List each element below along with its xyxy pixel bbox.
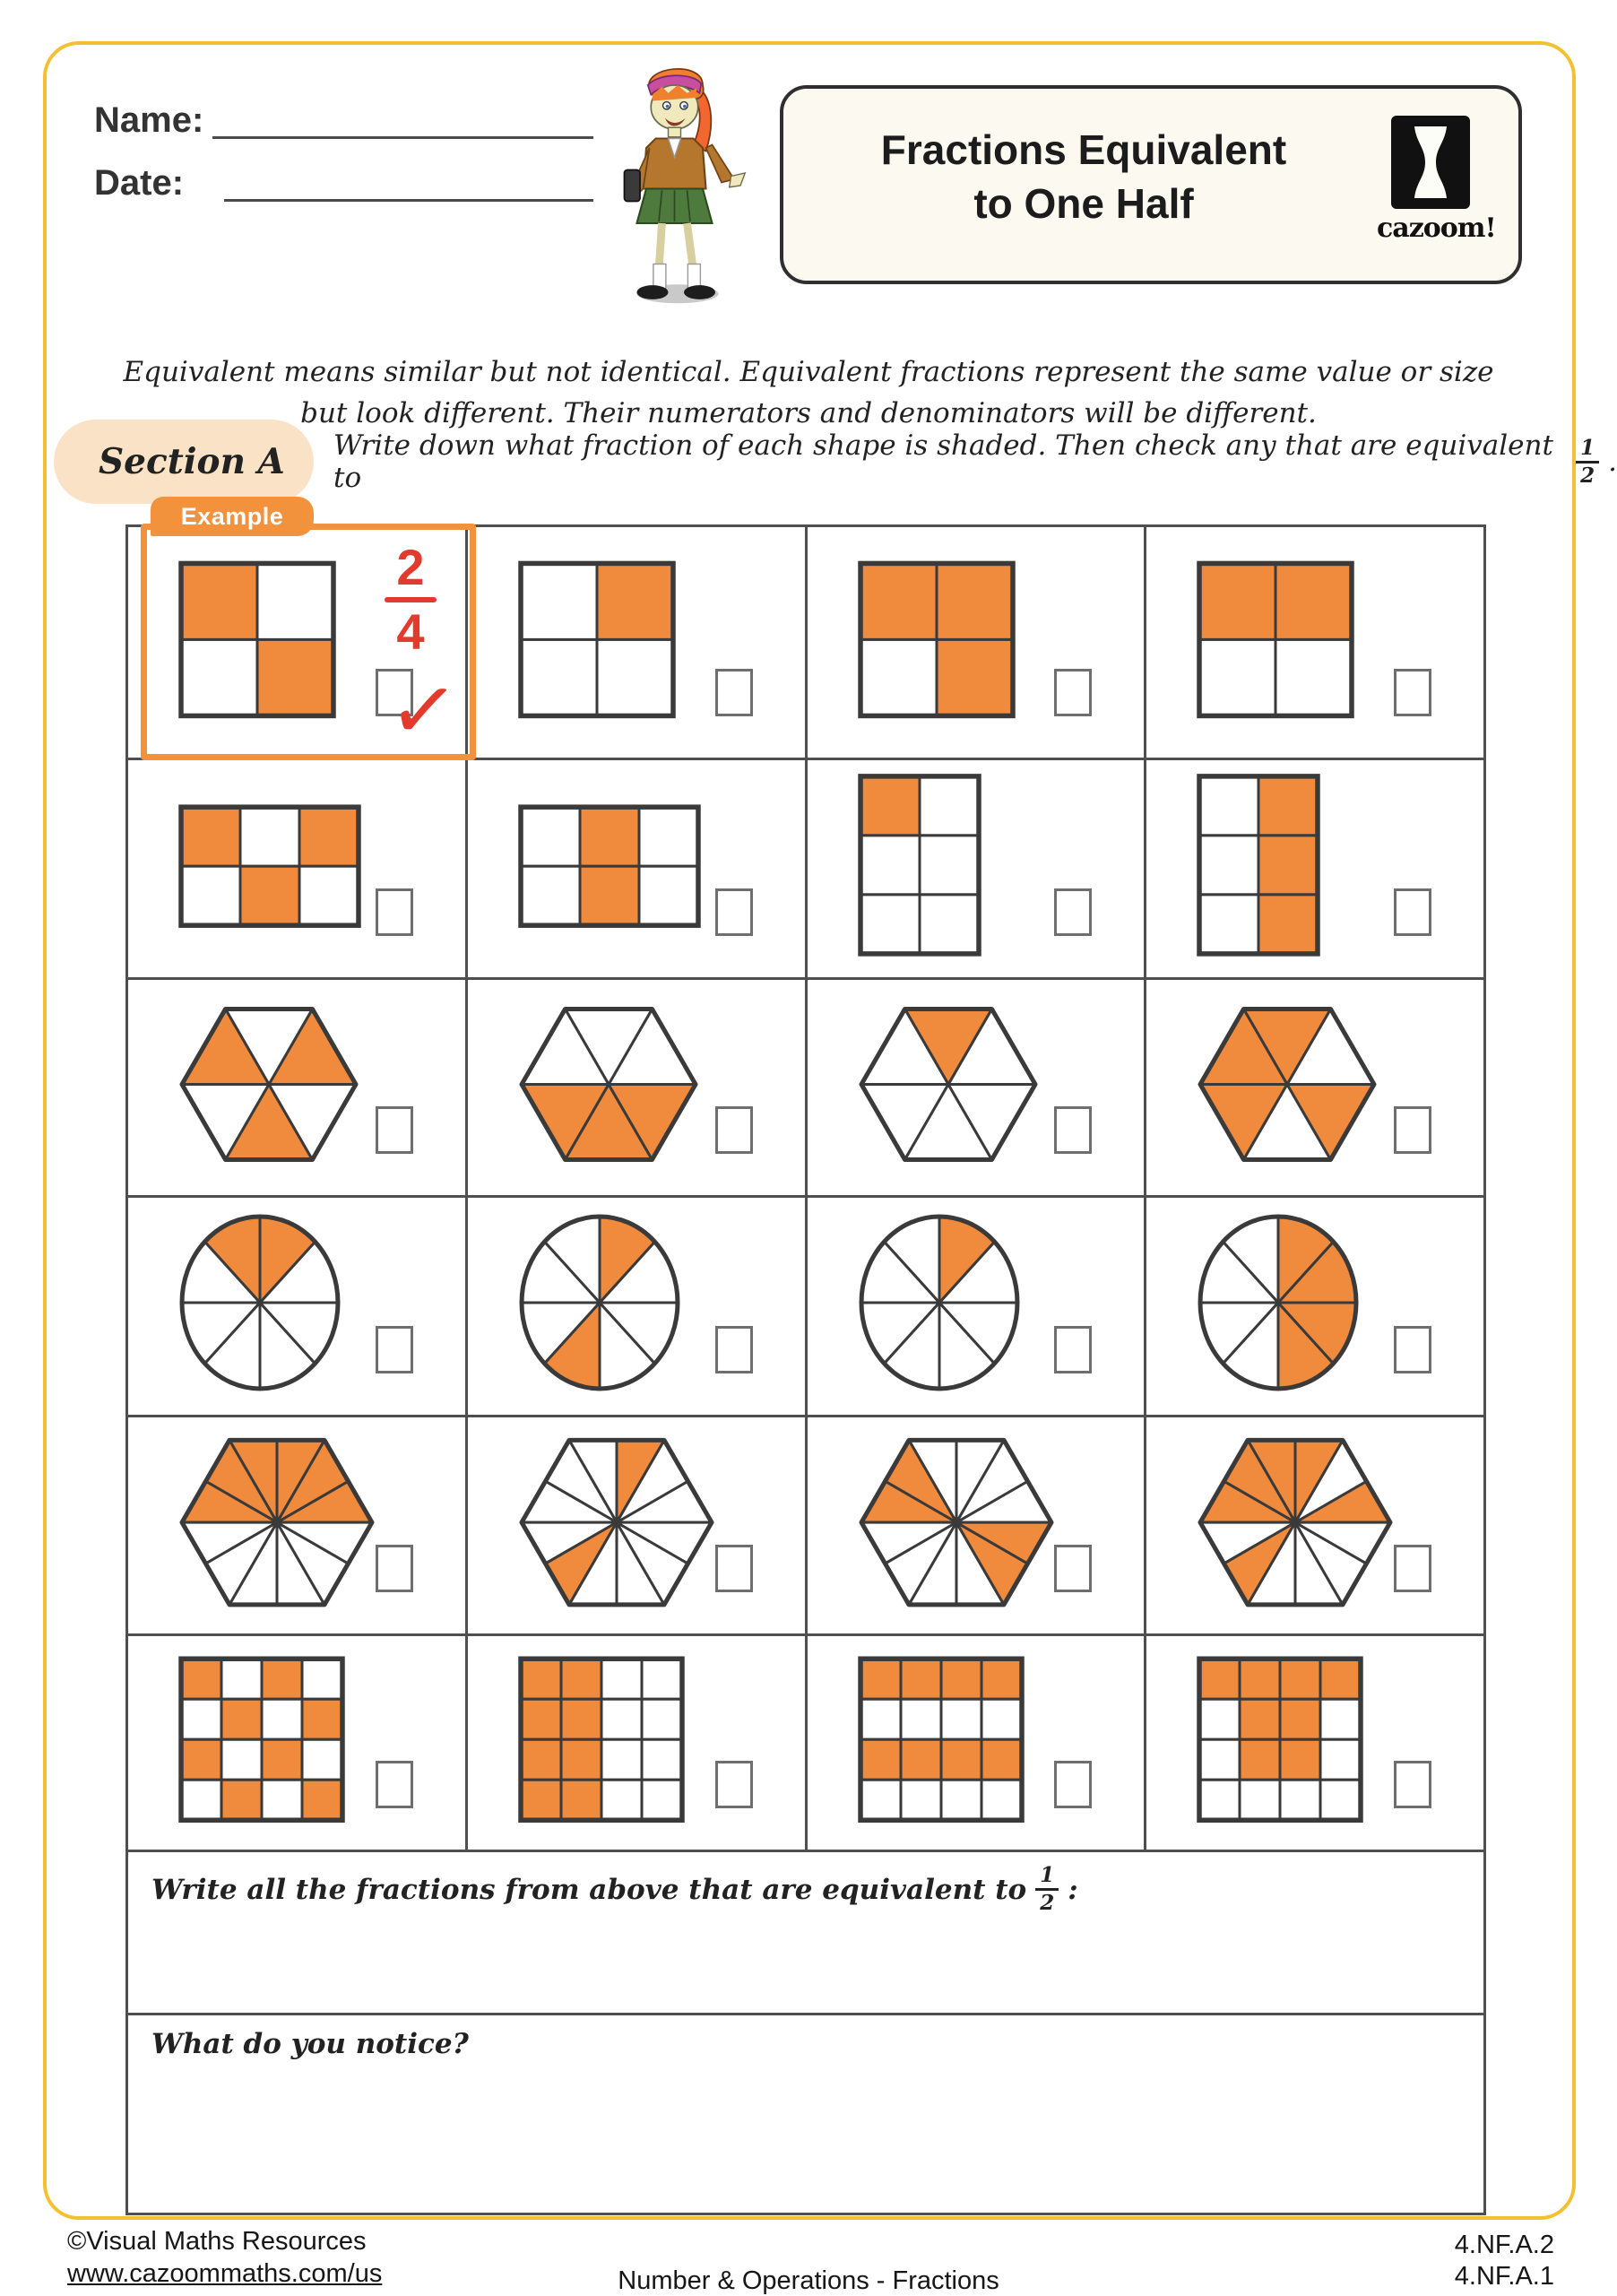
fraction-table [125,502,1486,2215]
footer-topic: Number & Operations - Fractions [618,2266,999,2295]
fraction-cell-r6c3 [808,1636,1147,1850]
intro-line1: Equivalent means similar but not identical. Equivalent fractions represent the same value or size [123,356,1494,388]
fraction-cell-r5c4 [1146,1417,1483,1633]
fraction-cell-r2c1 [128,760,468,977]
intro-line2: but look different. Their numerators and denominators will be different. [300,397,1317,429]
shaded-hexagon-shape [857,1435,1056,1609]
shaded-grid-shape [857,1655,1025,1824]
fraction-cell-r4c4 [1146,1198,1483,1415]
example-tab [151,497,314,536]
shaded-circle-shape [857,1212,1022,1393]
shaded-hexagon-shape [1196,1435,1395,1609]
date-label: Date: [94,163,185,203]
notice-prompt: What do you notice? [151,2028,469,2060]
shaded-grid-shape [857,773,982,957]
answer-checkbox[interactable] [376,1761,413,1808]
answer-checkbox[interactable] [1394,1761,1431,1808]
fraction-row-3 [128,980,1483,1198]
answer-checkbox[interactable] [1394,1326,1431,1373]
footer-copyright: ©Visual Maths Resources [67,2227,367,2256]
one-half-fraction: $\frac{1}{2}$ [1035,1865,1059,1914]
shaded-grid-shape [177,1655,346,1824]
title-line2: to One Half [973,180,1194,227]
example-answer-fraction [375,540,446,660]
fraction-cell-r5c1 [128,1417,468,1633]
section-a-pill [54,420,314,504]
shaded-grid-shape [517,803,702,929]
answer-checkbox[interactable] [715,1761,753,1808]
fraction-cell-r5c3 [808,1417,1147,1633]
fraction-cell-r2c2 [468,760,808,977]
answer-checkbox[interactable] [715,1106,753,1154]
shaded-grid-shape [1196,773,1321,957]
answer-checkbox[interactable] [715,1326,753,1373]
answer-checkbox[interactable] [376,888,413,936]
example-numerator: 2 [396,539,425,595]
example-denominator: 4 [396,603,425,660]
one-half-fraction: $\frac{1}{2}$ [1576,438,1599,487]
fraction-cell-r2c3 [808,760,1147,977]
answer-checkbox[interactable] [1054,1326,1092,1373]
section-a-instruction [333,420,1617,504]
fraction-cell-r3c1 [128,980,468,1195]
shaded-grid-shape [1196,559,1355,719]
write-equivalent-fractions-area[interactable] [128,1852,1483,2015]
shaded-hexagon-shape [1196,1004,1379,1164]
what-do-you-notice-area[interactable] [128,2015,1483,2213]
fraction-cell-r4c3 [808,1198,1147,1415]
fraction-cell-r3c2 [468,980,808,1195]
cazoom-logo-text: cazoom! [1377,212,1496,244]
shaded-hexagon-shape [517,1435,716,1609]
fraction-cell-r1c3 [808,527,1147,758]
fraction-row-6 [128,1636,1483,1852]
name-line[interactable] [212,136,593,139]
fraction-cell-r1c4 [1146,527,1483,758]
fraction-row-2 [128,760,1483,980]
fraction-cell-r6c4 [1146,1636,1483,1850]
answer-checkbox[interactable] [1394,888,1431,936]
answer-checkbox[interactable] [1394,1545,1431,1592]
date-line[interactable] [224,199,593,202]
section-instruction-text: Write down what fraction of each shape is shaded. Then check any that are equivalent to [333,429,1553,494]
answer-checkbox[interactable] [1394,1106,1431,1154]
fraction-cell-r4c1 [128,1198,468,1415]
answer-checkbox[interactable] [715,669,753,716]
answer-checkbox[interactable] [376,1545,413,1592]
fraction-cell-r3c3 [808,980,1147,1195]
shaded-grid-shape [517,559,677,719]
fraction-cell-r1c1 [128,502,468,760]
shaded-hexagon-shape [177,1004,360,1164]
fraction-cell-r6c2 [468,1636,808,1850]
answer-checkbox[interactable] [1054,1545,1092,1592]
shaded-circle-shape [177,1212,342,1393]
section-a-label: Section A [99,441,285,482]
answer-checkbox[interactable] [376,1106,413,1154]
fraction-row-1 [128,502,1483,760]
shaded-hexagon-shape [857,1004,1040,1164]
footer-website-link[interactable]: www.cazoommaths.com/us [67,2259,383,2288]
name-label: Name: [94,100,204,140]
shaded-hexagon-shape [517,1004,700,1164]
title-box [780,85,1522,284]
answer-checkbox[interactable] [1054,669,1092,716]
worksheet-title [810,123,1357,230]
shaded-circle-shape [517,1212,682,1393]
shaded-grid-shape [1196,1655,1364,1824]
shaded-grid-shape [177,559,337,719]
shaded-grid-shape [517,1655,686,1824]
fraction-row-5 [128,1417,1483,1636]
answer-checkbox[interactable] [376,1326,413,1373]
title-line1: Fractions Equivalent [880,126,1287,173]
answer-checkbox[interactable] [715,1545,753,1592]
answer-checkbox[interactable] [715,888,753,936]
answer-checkbox[interactable] [1394,669,1431,716]
footer-standard-2: 4.NF.A.1 [1454,2262,1554,2291]
shaded-hexagon-shape [177,1435,376,1609]
shaded-grid-shape [177,803,362,929]
fraction-cell-r3c4 [1146,980,1483,1195]
fraction-cell-r2c4 [1146,760,1483,977]
section-instruction-period: . [1608,446,1617,478]
answer-checkbox[interactable] [1054,888,1092,936]
student-character-illustration [592,54,757,305]
fraction-cell-r4c2 [468,1198,808,1415]
fraction-cell-r6c1 [128,1636,468,1850]
cazoom-logo-icon [1391,116,1470,209]
example-tab-label: Example [180,502,284,530]
answer-checkbox[interactable] [1054,1761,1092,1808]
fraction-cell-r5c2 [468,1417,808,1633]
cazoom-logo [1377,116,1496,244]
example-checkmark-icon: ✓ [384,662,463,760]
answer-checkbox[interactable] [1054,1106,1092,1154]
footer-standard-1: 4.NF.A.2 [1454,2231,1554,2259]
fraction-cell-r1c2 [468,527,808,758]
write-equivalent-prompt: Write all the fractions from above that are equivalent to $\frac{1}{2}$ : [151,1863,1078,1915]
shaded-circle-shape [1196,1212,1361,1393]
shaded-grid-shape [857,559,1016,719]
fraction-row-4 [128,1198,1483,1417]
